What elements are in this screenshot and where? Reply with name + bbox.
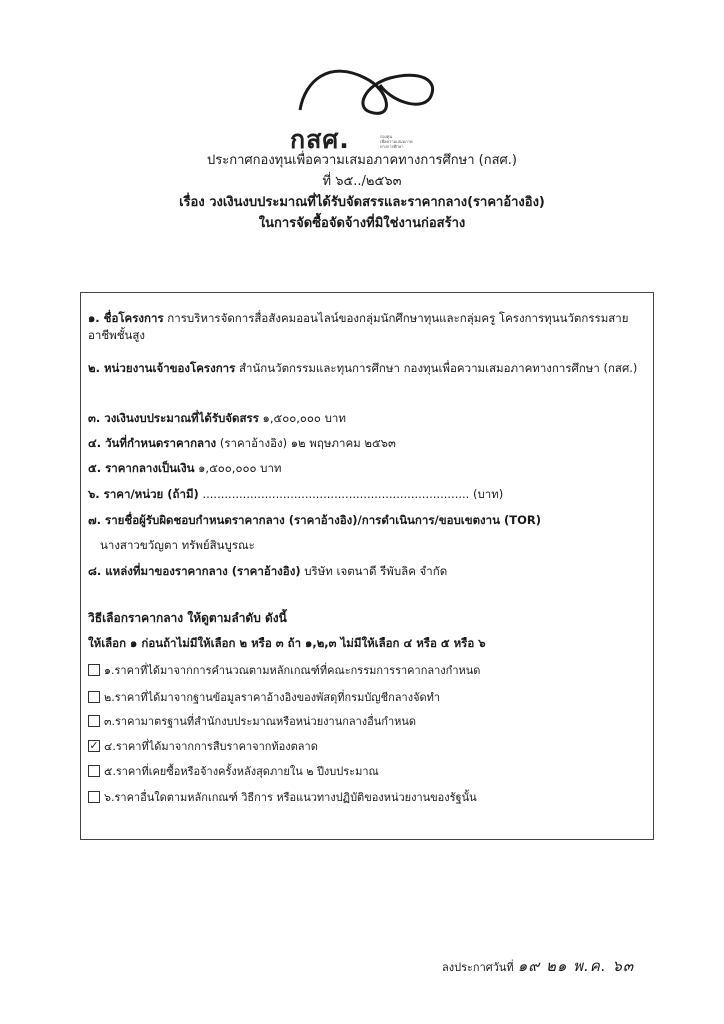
date-label: ลงประกาศวันที่ xyxy=(442,961,514,974)
item-unit-price: ๖. ราคา/หน่วย (ถ้ามี) ......................................................................... (บาท) xyxy=(88,487,504,501)
option-3: ๓.ราคามาตรฐานที่สำนักงบประมาณหรือหน่วยงานกลางอื่นกำหนด xyxy=(88,714,416,730)
checkbox[interactable] xyxy=(88,664,100,676)
option-4: ✓ ๔.ราคาที่ได้มาจากการสืบราคาจากท้องตลาด xyxy=(89,739,318,753)
option-1: ๑.ราคาที่ได้มาจากการคำนวณตามหลักเกณฑ์ที่คณะกรรมการราคากลางกำหนด xyxy=(88,663,480,679)
header-number: ที่ ๖๕../๒๕๖๓ xyxy=(322,174,402,189)
option-5: ๕.ราคาที่เคยซื้อหรือจ้างครั้งหลังสุดภายใน ๒ ปีงบประมาณ xyxy=(88,764,379,780)
item-price-date: ๔. วันที่กำหนดราคากลาง (ราคาอ้างอิง) ๑๒ พฤษภาคม ๒๕๖๓ xyxy=(88,436,396,450)
option-2: ๒.ราคาที่ได้มาจากฐานข้อมูลราคาอ้างอิงของพัสดุที่กรมบัญชีกลางจัดทำ xyxy=(88,690,440,706)
date-value: ๑๙ ๒๑ พ.ค. ๖๓ xyxy=(517,957,635,975)
announcement-date xyxy=(442,954,634,978)
item-responsible: ๗. รายชื่อผู้รับผิดชอบกำหนดราคากลาง (ราคาอ้างอิง)/การดำเนินการ/ขอบเขตงาน (TOR) xyxy=(88,513,541,527)
logo-text: กสศ. xyxy=(290,125,350,154)
method-instruction: ให้เลือก ๑ ก่อนถ้าไม่มีให้เลือก ๒ หรือ ๓ ถ้า ๑,๒,๓ ไม่มีให้เลือก ๔ หรือ ๕ หรือ ๖ xyxy=(88,636,486,650)
logo-ribbon-icon xyxy=(270,50,460,120)
logo xyxy=(270,50,470,154)
method-title: วิธีเลือกราคากลาง ให้ดูตามลำดับ ดังนี้ xyxy=(88,611,287,625)
checkbox[interactable] xyxy=(88,791,100,803)
header-subject-2: ในการจัดซื้อจัดจ้างที่มิใช่งานก่อสร้าง xyxy=(258,216,466,231)
logo-subtitle: กองทุน เพื่อความเสมอภาค ทางการศึกษา xyxy=(380,134,413,149)
item-median-price: ๕. ราคากลางเป็นเงิน ๑,๕๐๐,๐๐๐ บาท xyxy=(88,461,282,475)
item-budget: ๓. วงเงินงบประมาณที่ได้รับจัดสรร ๑,๕๐๐,๐๐๐ บาท xyxy=(88,411,346,425)
checkbox[interactable] xyxy=(88,691,100,703)
option-6: ๖.ราคาอื่นใดตามหลักเกณฑ์ วิธีการ หรือแนวทางปฏิบัติของหน่วยงานของรัฐนั้น xyxy=(88,790,477,806)
checkbox-checked[interactable]: ✓ xyxy=(89,739,99,752)
item-project-name: ๑. ชื่อโครงการ การบริหารจัดการสื่อสังคมออนไลน์ของกลุ่มนักศึกษาทุนและกลุ่มครู โครงการทุนนวัตกรรมสายอาชีพชั้นสูง xyxy=(88,311,629,342)
item-responsible-name: นางสาวขวัญตา ทรัพย์สินบูรณะ xyxy=(100,538,255,552)
item-price-source: ๘. แหล่งที่มาของราคากลาง (ราคาอ้างอิง) บริษัท เจตนาดี รีพับลิค จำกัด xyxy=(88,564,448,578)
header-title: ประกาศกองทุนเพื่อความเสมอภาคทางการศึกษา (กสศ.) xyxy=(207,153,517,168)
item-owner-agency: ๒. หน่วยงานเจ้าของโครงการ สำนักนวัตกรรมและทุนการศึกษา กองทุนเพื่อความเสมอภาคทางการศึกษา (กสศ.) xyxy=(88,361,638,375)
announcement-header xyxy=(0,150,724,234)
checkbox[interactable] xyxy=(88,765,100,777)
header-subject: เรื่อง วงเงินงบประมาณที่ได้รับจัดสรรและราคากลาง(ราคาอ้างอิง) xyxy=(179,195,545,210)
checkbox[interactable] xyxy=(88,715,100,727)
